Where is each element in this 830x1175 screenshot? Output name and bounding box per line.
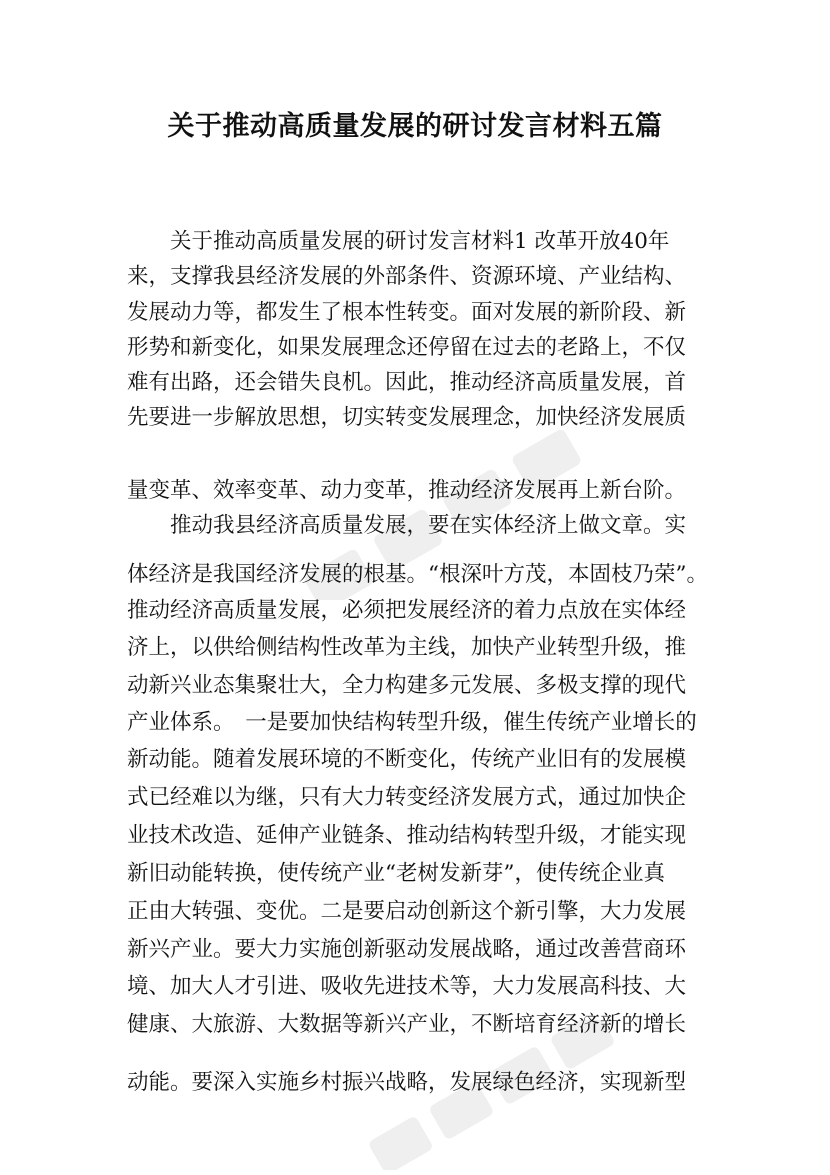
text-line: 推动我县经济高质量发展，要在实体经济上做文章。实 — [170, 513, 687, 538]
text-line: 正由大转强、变优。二是要启动创新这个新引擎，大力发展 — [127, 899, 687, 924]
text-line: 业技术改造、延伸产业链条、推动结构转型升级，才能实现 — [127, 823, 687, 848]
text-line: 境、加大人才引进、吸收先进技术等，大力发展高科技、大 — [127, 974, 687, 999]
text-line: 难有出路，还会错失良机。因此，推动经济高质量发展，首 — [127, 370, 687, 395]
text-line: 发展动力等，都发生了根本性转变。面对发展的新阶段、新 — [127, 300, 687, 325]
text-line: 式已经难以为继，只有大力转变经济发展方式，通过加快企 — [127, 785, 687, 810]
text-line: 新动能。随着发展环境的不断变化，传统产业旧有的发展模 — [127, 747, 687, 772]
text-line: 动新兴业态集聚壮大，全力构建多元发展、多极支撑的现代 — [127, 673, 687, 698]
document-title: 关于推动高质量发展的研讨发言材料五篇 — [167, 111, 663, 142]
text-line: 推动经济高质量发展，必须把发展经济的着力点放在实体经 — [127, 598, 687, 623]
text-line: 产业体系。 一是要加快结构转型升级，催生传统产业增长的 — [127, 710, 697, 735]
text-line: 量变革、效率变革、动力变革，推动经济发展再上新台阶。 — [127, 478, 687, 503]
text-line: 动能。要深入实施乡村振兴战略，发展绿色经济，实现新型 — [127, 1070, 687, 1095]
text-line: 新旧动能转换，使传统产业“老树发新芽”，使传统企业真 — [127, 861, 665, 886]
text-line: 济上，以供给侧结构性改革为主线，加快产业转型升级，推 — [127, 635, 687, 660]
text-line: 体经济是我国经济发展的根基。“根深叶方茂，本固枝乃荣”。 — [127, 562, 708, 587]
text-line: 关于推动高质量发展的研讨发言材料1 改革开放40年 — [170, 229, 670, 254]
text-line: 先要进一步解放思想，切实转变发展理念，加快经济发展质 — [127, 405, 687, 430]
text-line: 健康、大旅游、大数据等新兴产业，不断培育经济新的增长 — [127, 1012, 687, 1037]
text-line: 形势和新变化，如果发展理念还停留在过去的老路上，不仅 — [127, 335, 687, 360]
text-line: 来，支撑我县经济发展的外部条件、资源环境、产业结构、 — [127, 264, 687, 289]
text-line: 新兴产业。要大力实施创新驱动发展战略，通过改善营商环 — [127, 937, 687, 962]
